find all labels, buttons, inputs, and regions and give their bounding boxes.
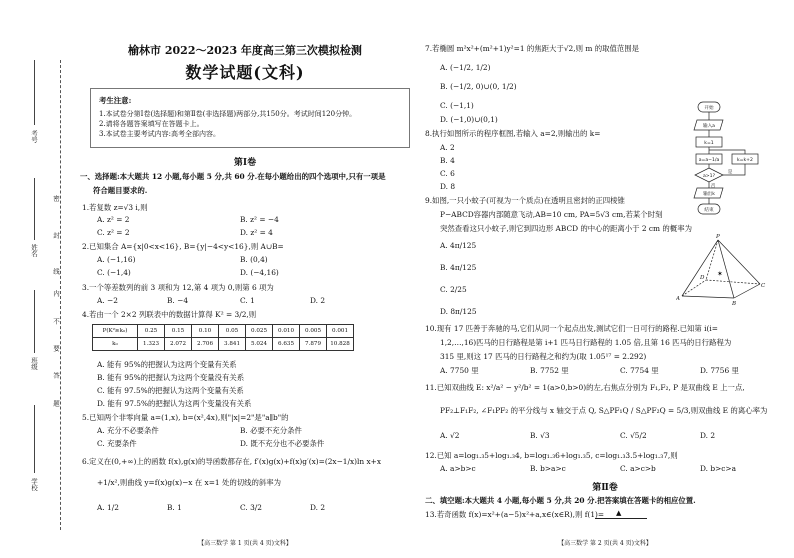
- notice-heading: 考生注意:: [99, 96, 132, 105]
- q8-stem: 8.执行如图所示的程序框图,若输入 a=2,则输出的 k=: [425, 129, 601, 138]
- name-label: 姓名: [30, 244, 38, 257]
- q12-option-b[interactable]: B. b>a>c: [530, 464, 566, 473]
- seal-char: 封: [52, 232, 60, 239]
- seal-char: 线: [52, 268, 60, 275]
- exam-no-field[interactable]: [34, 60, 35, 125]
- school-label: 学校: [30, 478, 38, 491]
- table-cell: 1.323: [138, 338, 165, 351]
- q3-option-d[interactable]: D. 2: [310, 296, 326, 305]
- table-cell: 0.15: [165, 325, 192, 338]
- q9-option-c[interactable]: C. 2/25: [440, 285, 467, 294]
- part1-heading: 第Ⅰ卷: [233, 158, 257, 168]
- q8-option-b[interactable]: B. 4: [440, 156, 455, 165]
- q3-option-c[interactable]: C. 1: [240, 296, 255, 305]
- vertex-label: B: [732, 301, 737, 306]
- q12-stem: 12.已知 a=log₁.₃5+log₁.₃4, b=log₁.₃6+log₁.₃5, c=log₁.₃3.5+log₁.₃7,则: [425, 451, 678, 460]
- exam-title-line1: 榆林市 2022～2023 年度高三第三次模拟检测: [128, 44, 362, 57]
- fill-in-section-instructions: 二、填空题:本大题共 4 小题,每小题 5 分,共 20 分.把答案填在答题卡的相应位置.: [425, 496, 696, 505]
- vertex-label: C: [761, 283, 766, 289]
- q4-stem: 4.若由一个 2×2 列联表中的数据计算得 K² = 3/2,则: [82, 310, 257, 319]
- table-cell: 0.025: [246, 325, 273, 338]
- q13-answer-marker: ▲: [616, 509, 622, 517]
- name-field[interactable]: [34, 178, 35, 240]
- q10-stem: 10.现有 17 匹善于奔驰的马,它们从同一个起点出发,测试它们一日可行的路程.已知第 i(i=: [425, 324, 718, 333]
- mosquito-icon: ✶: [717, 270, 723, 278]
- table-cell: 10.828: [327, 338, 354, 351]
- q12-option-d[interactable]: D. b>c>a: [700, 464, 737, 473]
- q6-stem: 6.定义在(0,+∞)上的函数 f(x),g(x)的导函数都存在, f′(x)g(x)+f(x)g′(x)=(2x−1/x)ln x+x: [82, 457, 382, 466]
- exam-title-line2: 数学试题(文科): [185, 63, 305, 82]
- table-cell: 0.10: [192, 325, 219, 338]
- q1-option-a[interactable]: A. z² = 2: [97, 215, 130, 224]
- q6-stem-cont: +1/x²,则曲线 y=f(x)g(x)−x 在 x=1 处的切线的斜率为: [97, 478, 282, 487]
- q4-option-c[interactable]: C. 能有 97.5%的把握认为这两个变量有关系: [97, 386, 244, 395]
- q6-option-c[interactable]: C. 3/2: [240, 503, 262, 512]
- q6-option-b[interactable]: B. 1: [167, 503, 182, 512]
- notice-item: 1.本试卷分第Ⅰ卷(选择题)和第Ⅱ卷(非选择题)两部分,共150分。考试时间120分钟。: [99, 110, 357, 118]
- vertex-label: D: [700, 275, 705, 281]
- class-label: 班级: [30, 357, 38, 370]
- table-cell: 0.25: [138, 325, 165, 338]
- q9-stem-cont: 突然查看这只小蚊子,则它到四边形 ABCD 的中心的距离小于 2 cm 的概率为: [440, 224, 692, 233]
- q4-option-a[interactable]: A. 能有 95%的把握认为这两个变量有关系: [97, 360, 237, 369]
- q11-option-d[interactable]: D. 2: [700, 431, 716, 440]
- q6-option-a[interactable]: A. 1/2: [97, 503, 119, 512]
- flow-label: 结束: [704, 208, 714, 213]
- table-row: [93, 338, 354, 351]
- q11-stem-cont: PF₂⊥F₁F₂, ∠F₁PF₂ 的平分线与 x 轴交于点 Q, S△PF₁Q / S△PF₂Q = 5/3,则双曲线 E 的离心率为: [440, 406, 768, 415]
- q7-option-b[interactable]: B. (−1/2, 0)∪(0, 1/2): [440, 82, 517, 91]
- q3-stem: 3.一个等差数列的前 3 项和为 12,第 4 项为 0,则第 6 项为: [82, 283, 274, 292]
- q2-option-d[interactable]: D. (−4,16): [240, 268, 279, 277]
- q9-option-b[interactable]: B. 4π/125: [440, 263, 477, 272]
- table-cell: 2.706: [192, 338, 219, 351]
- q10-stem-cont: 315 里,则这 17 匹马的日行路程之和约为(取 1.05¹⁷ = 2.292): [440, 352, 647, 361]
- vertex-label: P: [716, 234, 720, 240]
- q8-option-a[interactable]: A. 2: [440, 143, 455, 152]
- q10-option-c[interactable]: C. 7754 里: [620, 366, 659, 375]
- q5-option-b[interactable]: B. 必要不充分条件: [240, 426, 302, 435]
- q11-option-b[interactable]: B. √3: [530, 431, 550, 440]
- table-cell: 7.879: [300, 338, 327, 351]
- seal-char: 不: [52, 318, 60, 325]
- q2-option-a[interactable]: A. (−1,16): [97, 255, 136, 264]
- flow-label: 是: [727, 170, 733, 175]
- q3-option-a[interactable]: A. −2: [97, 296, 118, 305]
- q3-option-b[interactable]: B. −4: [167, 296, 189, 305]
- flow-label: a=a−1/a: [698, 158, 720, 163]
- seal-char: 内: [52, 290, 60, 297]
- notice-box: [90, 88, 410, 148]
- q1-option-c[interactable]: C. z² = 2: [97, 228, 130, 237]
- q5-stem: 5.已知两个非零向量 a=(1,x), b=(x²,4x),则"|x|=2"是"a∥b"的: [82, 413, 289, 422]
- q7-option-d[interactable]: D. (−1,0)∪(0,1): [440, 115, 498, 124]
- flow-label: 输出k: [703, 192, 715, 197]
- seal-char: 要: [52, 345, 60, 352]
- program-flowchart: [690, 100, 762, 218]
- section-instructions-cont: 符合题目要求的.: [93, 186, 148, 195]
- q2-option-c[interactable]: C. (−1,4): [97, 268, 131, 277]
- class-field[interactable]: [34, 290, 35, 353]
- table-cell: 0.001: [327, 325, 354, 338]
- q8-option-d[interactable]: D. 8: [440, 182, 456, 191]
- flow-label: 开始: [704, 106, 714, 111]
- q2-stem: 2.已知集合 A={x|0<x<16}, B={y|−4<y<16},则 A∪B=: [82, 242, 284, 251]
- q4-option-b[interactable]: B. 能有 95%的把握认为这两个变量没有关系: [97, 373, 245, 382]
- q2-option-b[interactable]: B. (0,4): [240, 255, 268, 264]
- flow-label: k=1: [704, 141, 714, 146]
- table-cell: 2.072: [165, 338, 192, 351]
- critical-value-table: [92, 324, 354, 351]
- q1-stem: 1.若复数 z=√3 i,则: [82, 203, 148, 212]
- table-cell: 0.05: [219, 325, 246, 338]
- q11-option-a[interactable]: A. √2: [440, 431, 460, 440]
- q9-option-a[interactable]: A. 4π/125: [440, 241, 477, 250]
- q11-stem: 11.已知双曲线 E: x²/a² − y²/b² = 1(a>0,b>0)的左,右焦点分别为 F₁,F₂, P 是双曲线 E 上一点,: [425, 383, 745, 392]
- q4-option-d[interactable]: D. 能有 97.5%的把握认为这两个变量没有关系: [97, 399, 252, 408]
- table-cell: 6.635: [273, 338, 300, 351]
- q9-stem-cont: P−ABCD容器内部随意飞动,AB=10 cm, PA=5√3 cm,若某个时刻: [440, 210, 663, 219]
- q7-option-c[interactable]: C. (−1,1): [440, 101, 474, 110]
- q8-option-c[interactable]: C. 6: [440, 169, 455, 178]
- q13-answer-line[interactable]: [595, 518, 647, 519]
- table-row: [93, 325, 354, 338]
- q10-stem-cont: 1,2,…,16)匹马的日行路程是第 i+1 匹马日行路程的 1.05 倍,且第 16 匹马的日行路程为: [440, 338, 732, 347]
- flow-label: 否: [710, 184, 716, 189]
- pyramid-figure: [676, 232, 768, 306]
- q10-option-a[interactable]: A. 7750 里: [440, 366, 479, 375]
- q5-option-a[interactable]: A. 充分不必要条件: [97, 426, 159, 435]
- seal-char: 题: [52, 400, 60, 407]
- notice-item: 3.本试卷主要考试内容:高考全部内容。: [99, 130, 221, 138]
- q13-stem: 13.若奇函数 f(x)=x²+(a−5)x²+a,x∈(x∈R),则 f(1)=: [425, 510, 605, 519]
- table-cell: 0.010: [273, 325, 300, 338]
- q12-option-c[interactable]: C. a>c>b: [620, 464, 656, 473]
- table-cell: P(K²≥k₀): [93, 325, 138, 338]
- notice-item: 2.请将各题答案填写在答题卡上。: [99, 120, 204, 128]
- page-footer-left: 【高三数学 第 1 页(共 4 页)文科】: [198, 540, 292, 547]
- vertex-label: A: [676, 296, 680, 302]
- q9-stem: 9.如图,一只小蚊子(可视为一个质点)在透明且密封的正四棱锥: [425, 196, 625, 205]
- exam-no-label: 考号: [30, 130, 38, 143]
- table-cell: k₀: [93, 338, 138, 351]
- binding-strip: [0, 0, 72, 558]
- q10-option-d[interactable]: D. 7756 里: [700, 366, 739, 375]
- q11-option-c[interactable]: C. √5/2: [620, 431, 647, 440]
- q6-option-d[interactable]: D. 2: [310, 503, 326, 512]
- flow-label: k=k+2: [737, 158, 753, 163]
- part2-heading: 第Ⅱ卷: [592, 483, 618, 493]
- q1-option-b[interactable]: B. z² = −4: [240, 215, 279, 224]
- seal-char: 密: [52, 195, 60, 202]
- table-cell: 3.841: [219, 338, 246, 351]
- q10-option-b[interactable]: B. 7752 里: [530, 366, 569, 375]
- seal-char: 答: [52, 372, 60, 379]
- flow-label: a>1?: [702, 174, 716, 179]
- page-footer-right: 【高三数学 第 2 页(共 4 页)文科】: [558, 540, 652, 547]
- q7-stem: 7.若椭圆 m²x²+(m²+1)y²=1 的焦距大于√2,则 m 的取值范围是: [425, 44, 640, 53]
- table-cell: 5.024: [246, 338, 273, 351]
- q5-option-c[interactable]: C. 充要条件: [97, 439, 137, 448]
- q12-option-a[interactable]: A. a>b>c: [440, 464, 476, 473]
- table-cell: 0.005: [300, 325, 327, 338]
- school-field[interactable]: [34, 405, 35, 473]
- q1-option-d[interactable]: D. z² = 4: [240, 228, 273, 237]
- q9-option-d[interactable]: D. 8π/125: [440, 307, 477, 316]
- flow-label: 输入a: [702, 124, 716, 129]
- section-instructions: 一、选择题:本大题共 12 小题,每小题 5 分,共 60 分.在每小题给出的四个选项中,只有一项是: [80, 172, 386, 181]
- q5-option-d[interactable]: D. 既不充分也不必要条件: [240, 439, 325, 448]
- q7-option-a[interactable]: A. (−1/2, 1/2): [440, 63, 491, 72]
